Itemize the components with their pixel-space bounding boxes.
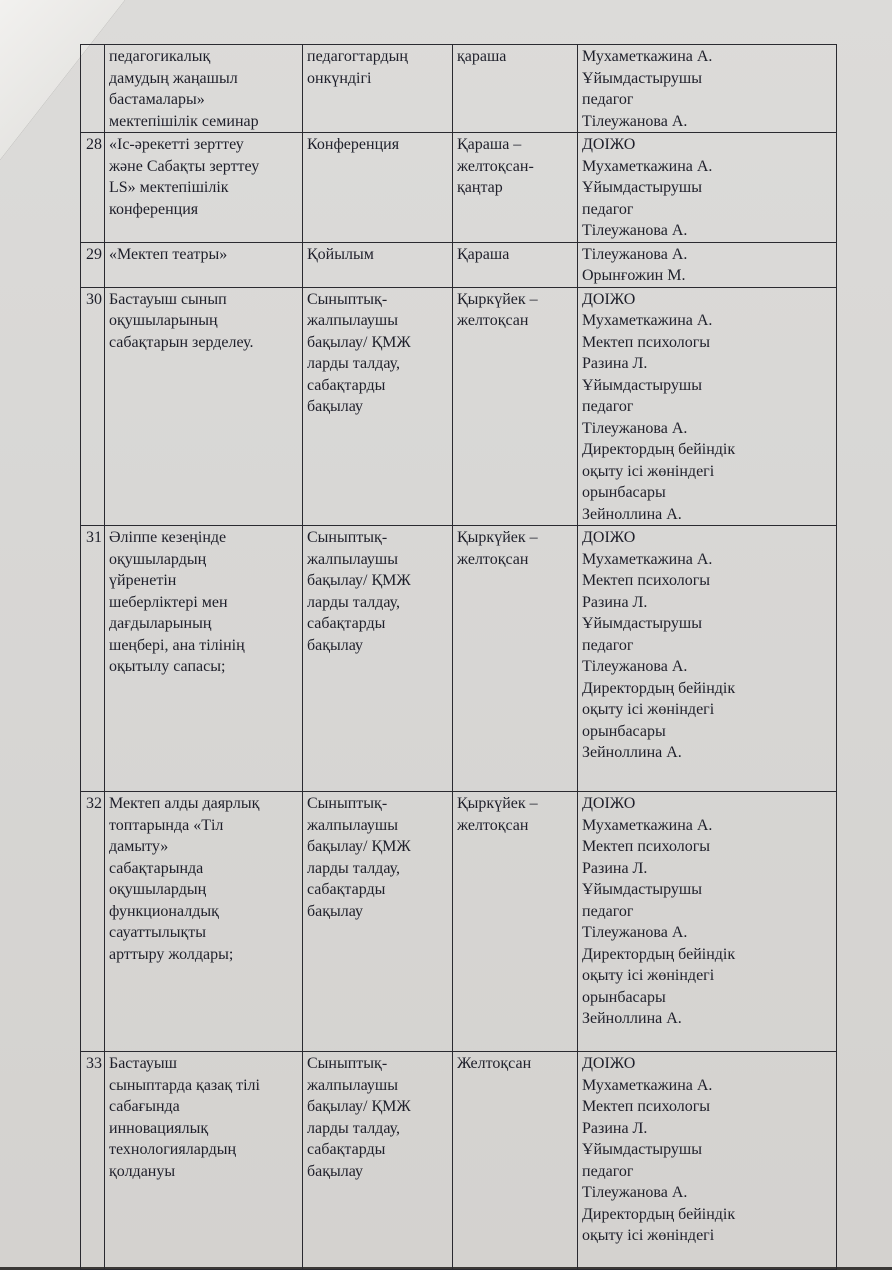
date-cell: Қыркүйек – желтоқсан <box>453 792 578 1052</box>
responsible-cell: ДОІЖО Мухаметкажина А. Мектеп психологы Разина Л. Ұйымдастырушы педагог Тілеужанова А. Директордың бейіндік оқыту ісі жөніндегі орынбасары Зейноллина А. <box>578 792 837 1052</box>
table-row <box>81 1052 837 1270</box>
responsible-cell: ДОІЖО Мухаметкажина А. Ұйымдастырушы педагог Тілеужанова А. <box>578 133 837 243</box>
responsible-cell: ДОІЖО Мухаметкажина А. Мектеп психологы Разина Л. Ұйымдастырушы педагог Тілеужанова А. Директордың бейіндік оқыту ісі жөніндегі <box>578 1052 837 1270</box>
event-cell: Мектеп алды даярлық топтарында «Тіл дамыту» сабақтарында оқушылардың функционалдық сауаттылықты арттыру жолдары; <box>105 792 303 1052</box>
table-row <box>81 287 837 526</box>
row-number: 32 <box>81 792 105 1052</box>
event-cell: Әліппе кезеңінде оқушылардың үйренетін шеберліктері мен дағдыларының шеңбері, ана тілінің оқытылу сапасы; <box>105 526 303 792</box>
date-cell: Қараша <box>453 242 578 287</box>
responsible-cell: Тілеужанова А. Орынғожин М. <box>578 242 837 287</box>
row-number: 33 <box>81 1052 105 1270</box>
event-cell: Бастауыш сынып оқушыларының сабақтарын зерделеу. <box>105 287 303 526</box>
form-cell: Сыныптық- жалпылаушы бақылау/ ҚМЖ ларды талдау, сабақтарды бақылау <box>303 1052 453 1270</box>
event-cell: педагогикалық дамудың жаңашыл бастамалары» мектепішілік семинар <box>105 45 303 133</box>
form-cell: педагогтардың онкүндігі <box>303 45 453 133</box>
event-cell: Бастауыш сыныптарда қазақ тілі сабағында инновациялық технологиялардың қолдануы <box>105 1052 303 1270</box>
event-cell: «Іс-әрекетті зерттеу және Сабақты зерттеу LS» мектепішілік конференция <box>105 133 303 243</box>
row-number: 28 <box>81 133 105 243</box>
table-row <box>81 45 837 133</box>
form-cell: Сыныптық- жалпылаушы бақылау/ ҚМЖ ларды талдау, сабақтарды бақылау <box>303 287 453 526</box>
responsible-cell: Мухаметкажина А. Ұйымдастырушы педагог Тілеужанова А. <box>578 45 837 133</box>
responsible-cell: ДОІЖО Мухаметкажина А. Мектеп психологы Разина Л. Ұйымдастырушы педагог Тілеужанова А. Директордың бейіндік оқыту ісі жөніндегі орынбасары Зейноллина А. <box>578 526 837 792</box>
row-number: 31 <box>81 526 105 792</box>
table-row <box>81 133 837 243</box>
row-number <box>81 45 105 133</box>
form-cell: Конференция <box>303 133 453 243</box>
date-cell: Қараша – желтоқсан- қаңтар <box>453 133 578 243</box>
date-cell: қараша <box>453 45 578 133</box>
table-row <box>81 242 837 287</box>
date-cell: Қыркүйек – желтоқсан <box>453 287 578 526</box>
plan-table <box>80 44 837 1270</box>
row-number: 30 <box>81 287 105 526</box>
table-row <box>81 792 837 1052</box>
form-cell: Қойылым <box>303 242 453 287</box>
form-cell: Сыныптық- жалпылаушы бақылау/ ҚМЖ ларды талдау, сабақтарды бақылау <box>303 792 453 1052</box>
date-cell: Желтоқсан <box>453 1052 578 1270</box>
event-cell: «Мектеп театры» <box>105 242 303 287</box>
row-number: 29 <box>81 242 105 287</box>
date-cell: Қыркүйек – желтоқсан <box>453 526 578 792</box>
responsible-cell: ДОІЖО Мухаметкажина А. Мектеп психологы Разина Л. Ұйымдастырушы педагог Тілеужанова А. Директордың бейіндік оқыту ісі жөніндегі орынбасары Зейноллина А. <box>578 287 837 526</box>
form-cell: Сыныптық- жалпылаушы бақылау/ ҚМЖ ларды талдау, сабақтарды бақылау <box>303 526 453 792</box>
table-row <box>81 526 837 792</box>
